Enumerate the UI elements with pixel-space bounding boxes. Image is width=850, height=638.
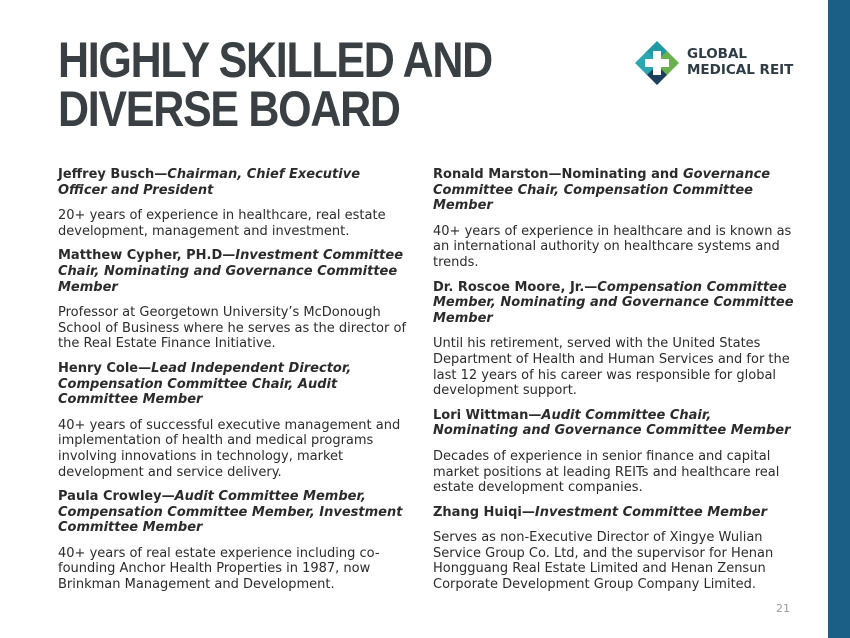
board-member xyxy=(433,505,795,593)
page-title xyxy=(58,32,492,137)
member-heading xyxy=(433,408,795,439)
member-description: Decades of experience in senior finance and capital market positions at leading REITs and healthcare real estate development companies. xyxy=(433,448,780,496)
member-description: 40+ years of experience in healthcare and is known as an international authority on healthcare systems and trends. xyxy=(433,223,792,270)
member-description: 20+ years of experience in healthcare, real estate development, management and investment. xyxy=(58,208,386,239)
member-name: Dr. Roscoe Moore, Jr.— xyxy=(433,279,598,295)
cross-logo-icon xyxy=(632,39,682,87)
member-role: Lead Independent Director, Compensation Committee Chair, Audit Committee Member xyxy=(58,360,352,408)
board-member xyxy=(58,489,413,593)
member-name: Henry Cole— xyxy=(58,360,152,376)
member-description: Until his retirement, served with the United States Department of Health and Human Services and for the last 12 years of his career was responsible for global development support. xyxy=(433,336,790,399)
member-role: Investment Committee Member xyxy=(534,504,768,520)
member-heading xyxy=(58,361,413,408)
member-description: 40+ years of real estate experience including co-founding Anchor Health Properties in 1987, now Brinkman Management and Development. xyxy=(58,545,380,593)
board-member xyxy=(433,408,795,496)
company-logo xyxy=(632,39,802,87)
member-heading xyxy=(58,248,413,295)
member-role: Investment Committee Chair, Nominating and Governance Committee Member xyxy=(58,248,404,295)
member-role: Governance Committee Chair, Compensation Committee Member xyxy=(433,167,771,214)
board-member xyxy=(58,361,413,480)
title-line-2: DIVERSE BOARD xyxy=(58,81,400,137)
member-name: Paula Crowley— xyxy=(58,489,175,505)
accent-bar xyxy=(828,0,850,638)
board-member xyxy=(58,248,413,352)
logo-line-1: GLOBAL xyxy=(687,46,748,62)
page-number: 21 xyxy=(776,602,790,615)
logo-line-2: MEDICAL REIT xyxy=(687,62,794,78)
board-member xyxy=(433,167,795,271)
member-heading xyxy=(433,167,795,214)
member-role: Audit Committee Member, Compensation Committee Member, Investment Committee Member xyxy=(58,489,403,536)
member-name: Matthew Cypher, PH.D— xyxy=(58,248,236,264)
member-heading xyxy=(58,489,413,536)
logo-wordmark xyxy=(687,46,793,78)
member-heading xyxy=(58,167,413,198)
title-line-1: HIGHLY SKILLED AND xyxy=(58,32,492,88)
right-column xyxy=(433,167,795,602)
member-name: Zhang Huiqi— xyxy=(433,504,535,520)
member-heading xyxy=(433,280,795,327)
member-role: Chairman, Chief Executive Officer and President xyxy=(58,167,361,198)
board-member xyxy=(58,167,413,239)
left-column xyxy=(58,167,413,602)
member-description: 40+ years of successful executive management and implementation of health and medical programs involving innovations in technology, market development and service delivery. xyxy=(58,417,401,480)
member-heading xyxy=(433,505,795,521)
board-member xyxy=(433,280,795,399)
member-name: Ronald Marston—Nominating and xyxy=(433,167,683,182)
member-description: Professor at Georgetown University’s McDonough School of Business where he serves as the director of the Real Estate Finance Initiative. xyxy=(58,305,407,352)
member-role: Audit Committee Chair, Nominating and Governance Committee Member xyxy=(433,407,791,439)
member-name: Lori Wittman— xyxy=(433,407,542,423)
member-name: Jeffrey Busch— xyxy=(58,167,168,182)
member-description: Serves as non-Executive Director of Xingye Wulian Service Group Co. Ltd, and the supervisor for Henan Hongguang Real Estate Limited and Henan Zensun Corporate Development Group Company Limited. xyxy=(433,530,774,593)
member-role: Compensation Committee Member, Nominating and Governance Committee Member xyxy=(433,279,794,326)
